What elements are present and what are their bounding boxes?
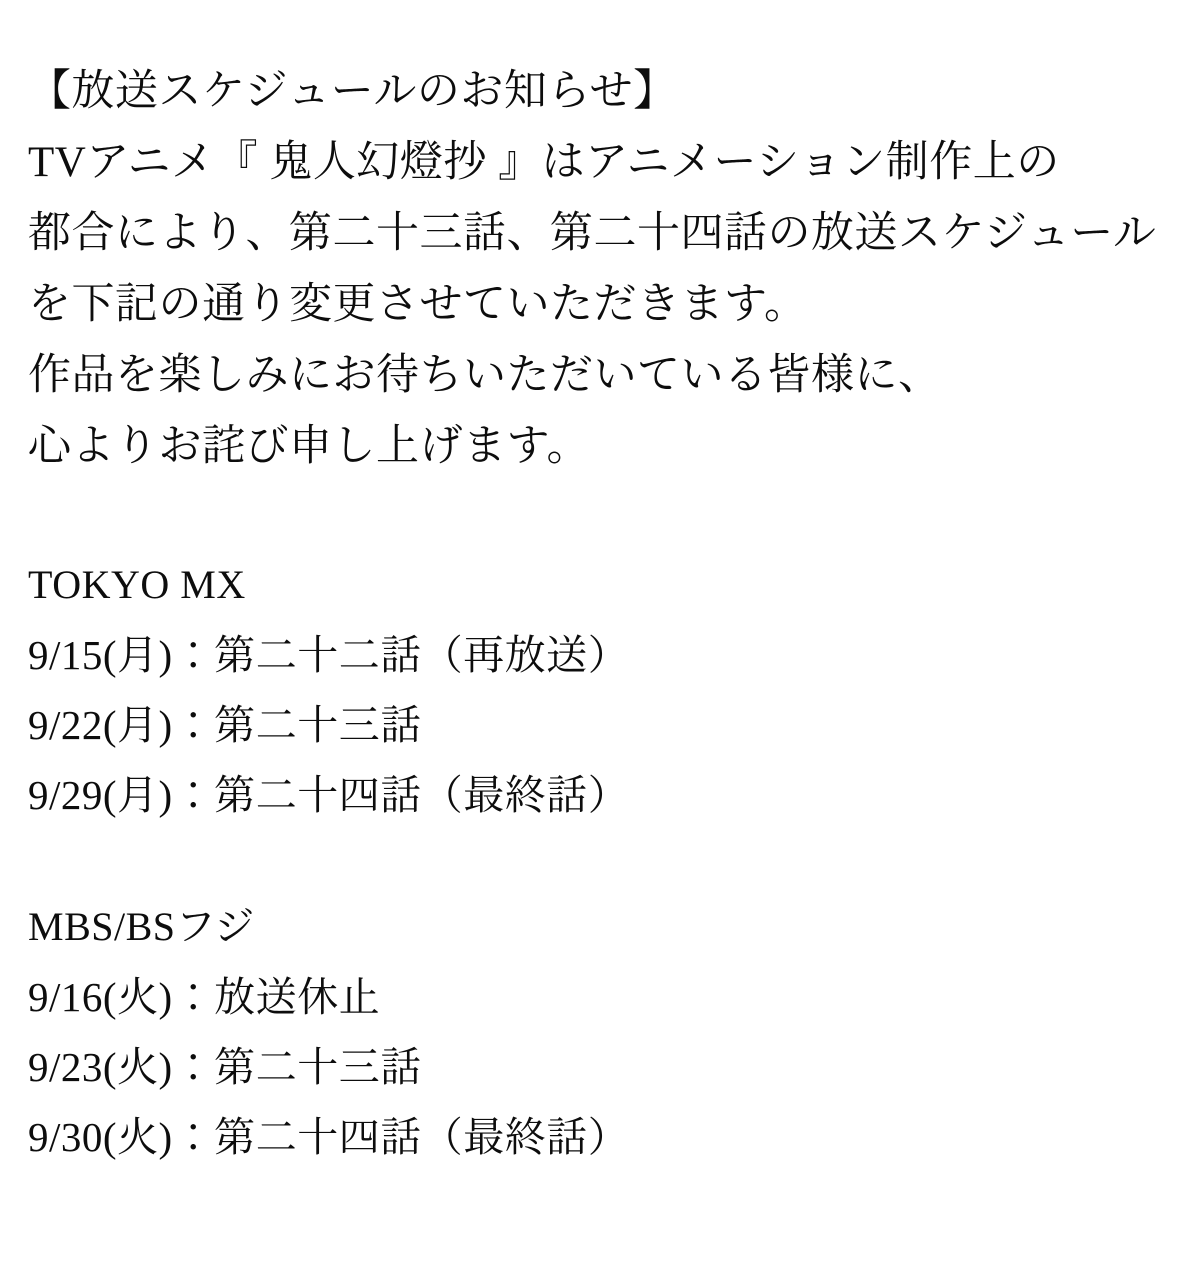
- schedule-group-mbs-bsfuji: [28, 892, 1160, 1172]
- notice-line-3: を下記の通り変更させていただきます。: [28, 281, 808, 328]
- notice-line-1: TVアニメ『 鬼人幻燈抄 』はアニメーション制作上の: [28, 139, 1060, 186]
- channel-name-mbs-bsfuji: MBS/BSフジ: [28, 904, 255, 949]
- schedule-row: 9/29(月)：第二十四話（最終話）: [28, 772, 630, 818]
- notice-body: [28, 56, 1160, 482]
- schedule-group-tokyo-mx: [28, 550, 1160, 830]
- schedule-spacer: [28, 830, 1160, 892]
- schedule-row: 9/16(火)：放送休止: [28, 974, 381, 1020]
- schedule-row: 9/22(月)：第二十三話: [28, 702, 422, 748]
- notice-line-5: 心よりお詫び申し上げます。: [28, 423, 591, 470]
- schedule-row: 9/23(火)：第二十三話: [28, 1044, 422, 1090]
- schedule-row: 9/30(火)：第二十四話（最終話）: [28, 1114, 630, 1160]
- notice-line-4: 作品を楽しみにお待ちいただいている皆様に、: [28, 352, 942, 399]
- notice-title: 【放送スケジュールのお知らせ】: [28, 68, 677, 115]
- channel-name-tokyo-mx: TOKYO MX: [28, 562, 246, 607]
- schedule-row: 9/15(月)：第二十二話（再放送）: [28, 632, 630, 678]
- section-spacer: [28, 482, 1160, 550]
- notice-line-2: 都合により、第二十三話、第二十四話の放送スケジュール: [28, 210, 1157, 257]
